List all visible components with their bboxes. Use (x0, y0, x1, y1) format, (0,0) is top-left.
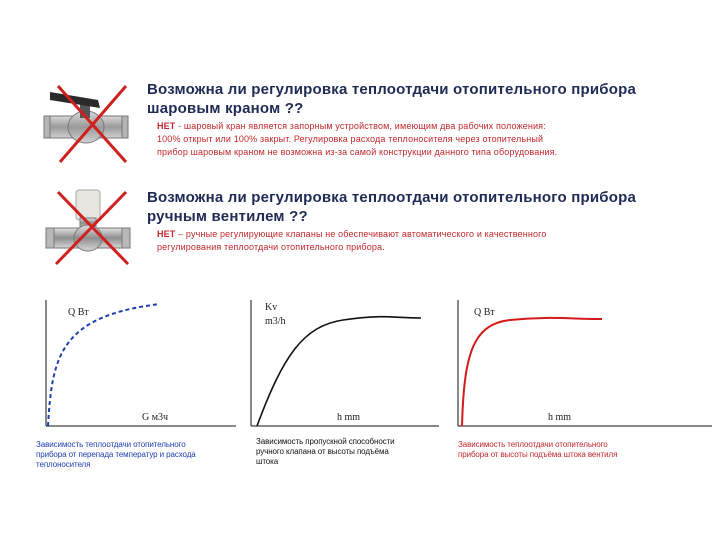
chart-kv-vs-stem-height (243, 296, 443, 436)
answer-ball-valve: НЕТ - шаровый кран является запорным устройством, имеющим два рабочих положения: 100% открыт или 100% закрыт. Регулировка расхода теплоносителя через отопительный прибор шаровым краном не возможна из-за самой конструкции данного типа оборудования. (157, 121, 558, 157)
caption-chart1: Зависимость теплоотдачи отопительного прибора от перепада температур и расхода теплоносителя (36, 440, 196, 469)
y-axis-unit: m3/h (265, 316, 286, 327)
cross-out-icon (52, 188, 134, 270)
chart-heat-output-vs-stem-height (450, 296, 715, 436)
chart-heat-output-vs-flow (30, 296, 240, 436)
y-axis-label: Q Вт (474, 307, 495, 318)
curve-heat-output-stem (462, 318, 602, 426)
curve-heat-output (48, 304, 160, 426)
answer-manual-valve: НЕТ – ручные регулирующие клапаны не обеспечивают автоматического и качественного регулирования теплоотдачи отопительного прибора. (157, 229, 547, 252)
y-axis-label: Kv (265, 302, 278, 313)
caption-chart2: Зависимость пропускной способности ручного клапана от высоты подъёма штока (256, 437, 395, 466)
caption-chart3: Зависимость теплоотдачи отопительного прибора от высоты подъёма штока вентиля (458, 440, 618, 459)
question-title-manual-valve: Возможна ли регулировка теплоотдачи отопительного прибора ручным вентилем ?? (147, 189, 637, 225)
question-title-ball-valve: Возможна ли регулировка теплоотдачи отопительного прибора шаровым краном ?? (147, 81, 637, 117)
y-axis-label: Q Вт (68, 307, 89, 318)
x-axis-label: h mm (337, 412, 361, 423)
x-axis-label: h mm (548, 412, 572, 423)
x-axis-label: G м3ч (142, 412, 169, 423)
cross-out-icon (52, 82, 134, 166)
curve-kv (257, 317, 421, 426)
